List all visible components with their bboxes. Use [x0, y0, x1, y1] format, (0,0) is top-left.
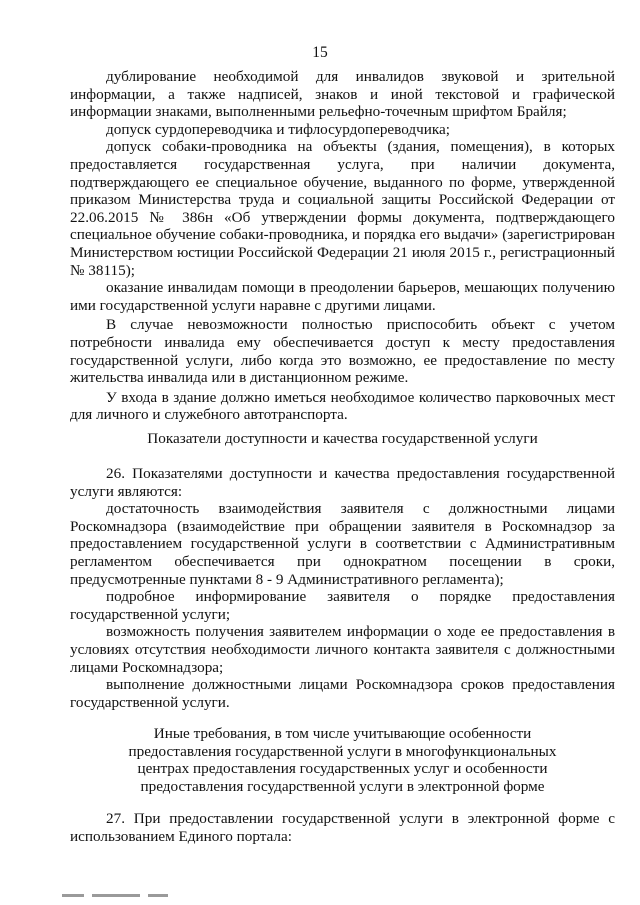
paragraph-guide-dog: допуск собаки-проводника на объекты (здания, помещения), в которых предоставляется государственная услуга, при наличии документа, подтверждающего ее специальное обучение, выданного по форме, утвержденной приказом Министерства труда и социальной защиты Российской Федерации от 22.06.2015 № 386н «Об утверждении формы документа, подтверждающего специальное обучение собаки-проводника, и порядка его выдачи» (зарегистрирован Министерством юстиции Российской Федерации 21 июля 2015 г., регистрационный № 38115);	[70, 138, 615, 279]
heading-line: предоставления государственной услуги в электронной форме	[140, 777, 545, 795]
heading-line: предоставления государственной услуги в многофункциональных	[128, 742, 557, 760]
heading-line: Иные требования, в том числе учитывающие особенности	[153, 725, 532, 742]
scan-artifact	[62, 894, 84, 897]
paragraph-deadlines: выполнение должностными лицами Роскомнадзора сроков предоставления государственной услуги.	[70, 676, 615, 711]
paragraph-item-26: 26. Показателями доступности и качества предоставления государственной услуги являются:	[70, 465, 615, 500]
indicators-section	[70, 465, 615, 711]
paragraph-item-27: 27. При предоставлении государственной услуги в электронной форме с использованием Единого портала:	[70, 810, 615, 845]
electronic-form-section	[70, 810, 615, 845]
section-heading-accessibility: Показатели доступности и качества государственной услуги	[147, 430, 538, 447]
paragraph-sign-interpreter: допуск сурдопереводчика и тифлосурдопереводчика;	[106, 120, 450, 138]
paragraph-assistance: оказание инвалидам помощи в преодолении барьеров, мешающих получению ими государственной услуги наравне с другими лицами.	[70, 279, 615, 314]
scan-artifact	[92, 894, 140, 897]
paragraph-progress-info: возможность получения заявителем информации о ходе ее предоставления в условиях отсутствия необходимости личного контакта заявителя с должностными лицами Роскомнадзора;	[70, 623, 615, 676]
paragraph-interaction: достаточность взаимодействия заявителя с должностными лицами Роскомнадзора (взаимодействие при обращении заявителя в Роскомнадзор за предоставлением государственной услуги в соответствии с Административным регламентом обеспечивается при однократном посещении в сроки, предусмотренные пунктами 8 - 9 Административного регламента);	[70, 500, 615, 588]
page-number: 15	[312, 44, 328, 61]
section-heading-other-requirements	[70, 725, 615, 795]
paragraph-informing: подробное информирование заявителя о порядке предоставления государственной услуги;	[70, 588, 615, 623]
scan-artifact	[148, 894, 168, 897]
paragraph-remote-access: В случае невозможности полностью приспособить объект с учетом потребности инвалида ему обеспечивается доступ к месту предоставления государственной услуги, либо когда это возможно, ее предоставление по месту жительства инвалида или в дистанционном режиме.	[70, 316, 615, 387]
paragraph-braille: дублирование необходимой для инвалидов звуковой и зрительной информации, а также надписей, знаков и иной текстовой и графической информации знаками, выполненными рельефно-точечным шрифтом Брайля;	[70, 68, 615, 121]
requirements-section	[70, 68, 615, 424]
paragraph-parking: У входа в здание должно иметься необходимое количество парковочных мест для личного и служебного автотранспорта.	[70, 388, 615, 424]
heading-line: центрах предоставления государственных услуг и особенности	[137, 760, 548, 778]
